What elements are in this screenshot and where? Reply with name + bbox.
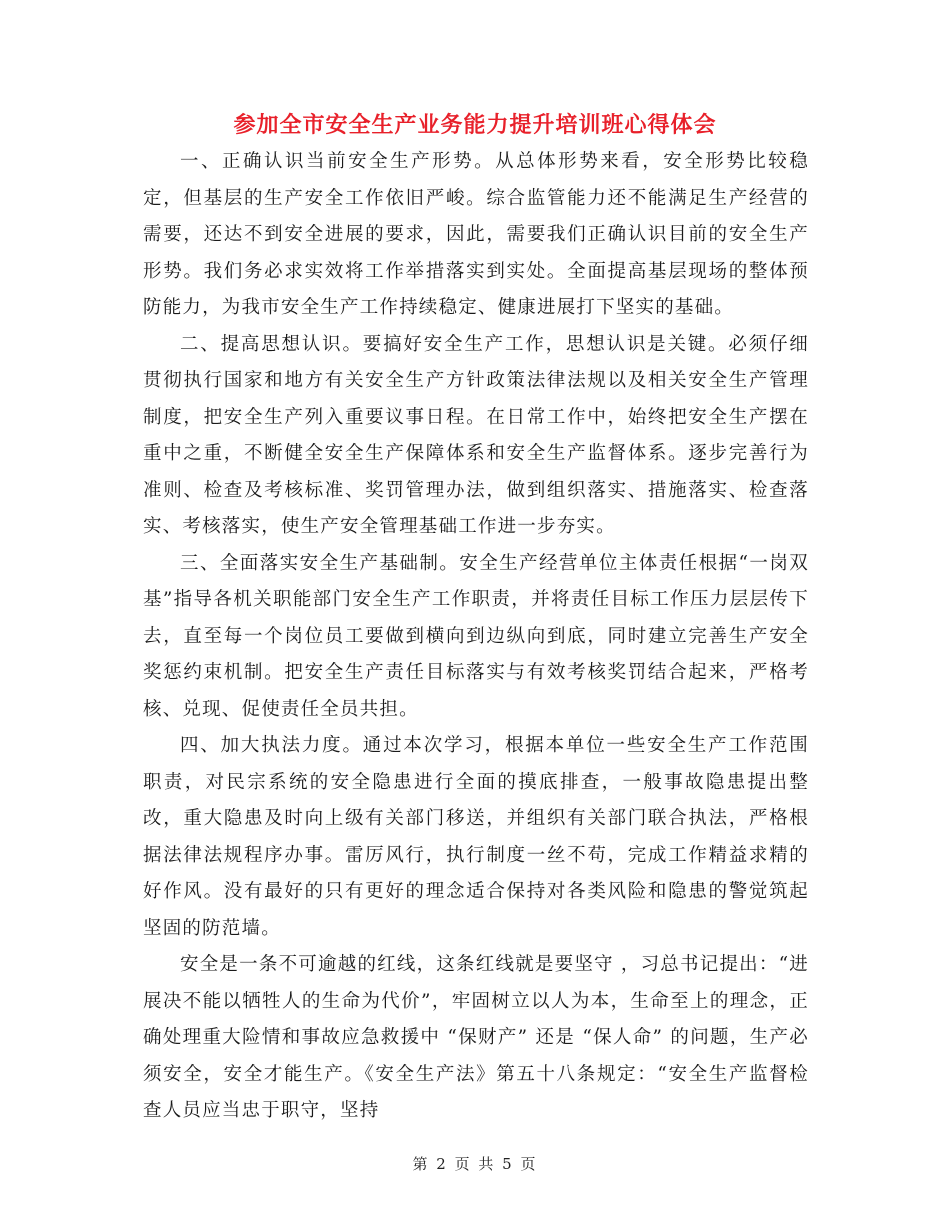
paragraph-1: 一、正确认识当前安全生产形势。从总体形势来看，安全形势比较稳定，但基层的生产安全工作依旧严峻。综合监管能力还不能满足生产经营的需要，还达不到安全进展的要求，因此，需要我们正确认识目前的安全生产形势。我们务必求实效将工作举措落实到实处。全面提高基层现场的整体预防能力，为我市安全生产工作持续稳定、健康进展打下坚实的基础。	[143, 151, 809, 318]
paragraph-3: 三、全面落实安全生产基础制。安全生产经营单位主体责任根据“一岗双基”指导各机关职能部门安全生产工作职责，并将责任目标工作压力层层传下去，直至每一个岗位员工要做到横向到边纵向到底，同时建立完善生产安全奖惩约束机制。把安全生产责任目标落实与有效考核奖罚结合起来，严格考核、兑现、促使责任全员共担。	[143, 552, 809, 720]
paragraph-2: 二、提高思想认识。要搞好安全生产工作，思想认识是关键。必须仔细贯彻执行国家和地方有关安全生产方针政策法律法规以及相关安全生产管理制度，把安全生产列入重要议事日程。在日常工作中，始终把安全生产摆在重中之重，不断健全安全生产保障体系和安全生产监督体系。逐步完善行为准则、检查及考核标准、奖罚管理办法，做到组织落实、措施落实、检查落实、考核落实，使生产安全管理基础工作进一步夯实。	[143, 333, 809, 537]
paragraph-4: 四、加大执法力度。通过本次学习，根据本单位一些安全生产工作范围职责，对民宗系统的安全隐患进行全面的摸底排查，一般事故隐患提出整改，重大隐患及时向上级有关部门移送，并组织有关部门联合执法，严格根据法律法规程序办事。雷厉风行，执行制度一丝不苟，完成工作精益求精的好作风。没有最好的只有更好的理念适合保持对各类风险和隐患的警觉筑起坚固的防范墙。	[143, 735, 809, 939]
paragraph-5: 安全是一条不可逾越的红线，这条红线就是要坚守 ，习总书记提出：“进展决不能以牺牲人的生命为代价”，牢固树立以人为本，生命至上的理念，正确处理重大险情和事故应急救援中 “保财产” 还是 “保人命” 的问题，生产必须安全，安全才能生产。《安全生产法》第五十八条规定：“安全生产监督检查人员应当忠于职守，坚持	[143, 954, 809, 1121]
document-title: 参加全市安全生产业务能力提升培训班心得体会	[233, 113, 717, 138]
document-body	[143, 144, 809, 1130]
page-number-footer: 第 2 页 共 5 页	[412, 1155, 538, 1173]
